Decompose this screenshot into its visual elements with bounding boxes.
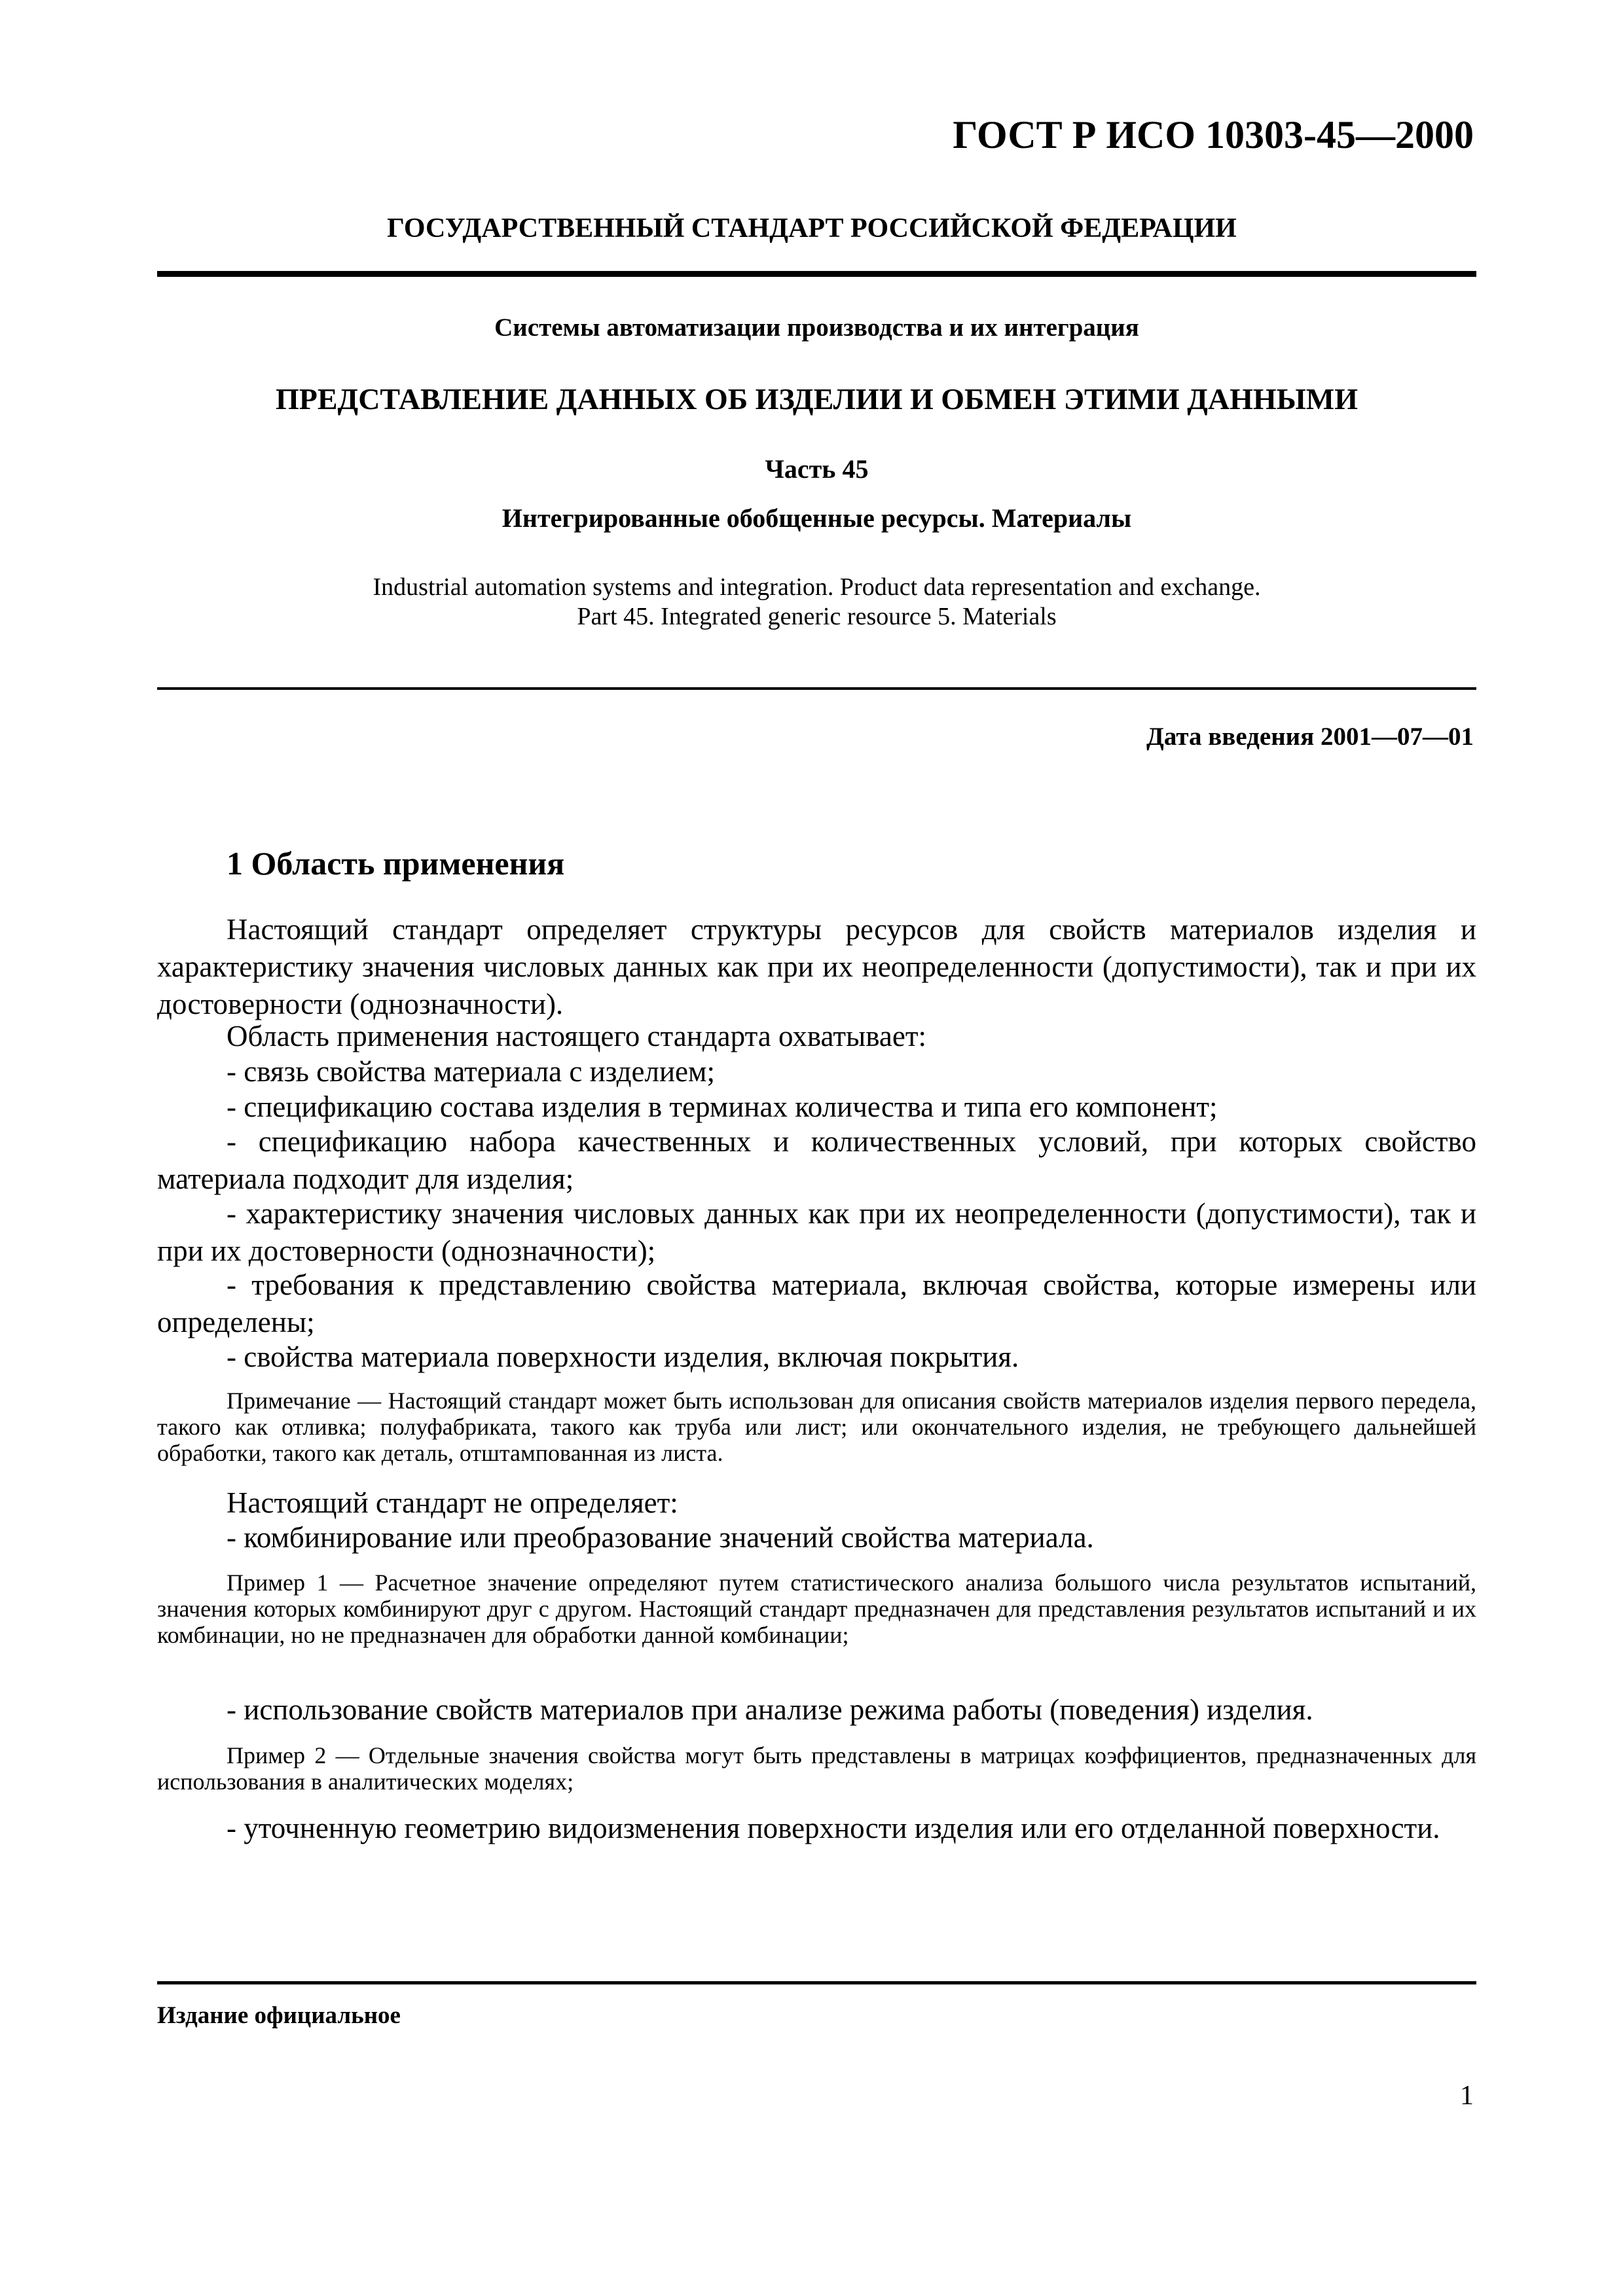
exclusion-item: - комбинирование или преобразование значений свойства материала. bbox=[227, 1521, 1094, 1554]
scope-item: - спецификацию состава изделия в терминах количества и типа его компонент; bbox=[227, 1090, 1218, 1123]
part-number: Часть 45 bbox=[765, 454, 869, 484]
state-standard-heading: ГОСУДАРСТВЕННЫЙ СТАНДАРТ РОССИЙСКОЙ ФЕДЕРАЦИИ bbox=[387, 213, 1237, 243]
exclusion-item: - уточненную геометрию видоизменения поверхности изделия или его отделанной поверхности. bbox=[227, 1812, 1440, 1844]
top-rule bbox=[157, 271, 1476, 277]
middle-rule bbox=[157, 687, 1476, 690]
page-number: 1 bbox=[1460, 2081, 1474, 2111]
example-2: Пример 2 — Отдельные значения свойства могут быть представлены в матрицах коэффициентов, предназначенных для использования в аналитических моделях; bbox=[157, 1742, 1476, 1795]
part-title: Интегрированные обобщенные ресурсы. Материалы bbox=[501, 503, 1132, 533]
scope-item: - свойства материала поверхности изделия, включая покрытия. bbox=[227, 1340, 1019, 1373]
scope-paragraph: Настоящий стандарт определяет структуры ресурсов для свойств материалов изделия и характеристику значения числовых данных как при их неопределенности (допустимости), так и при их достоверности (однозначности). bbox=[157, 913, 1476, 1020]
introduction-date: Дата введения 2001—07—01 bbox=[1146, 723, 1474, 751]
scope-item: - спецификацию набора качественных и количественных условий, при которых свойство материала подходит для изделия; bbox=[157, 1125, 1476, 1195]
example-1: Пример 1 — Расчетное значение определяют путем статистического анализа большого числа результатов испытаний, значения которых комбинируют друг с другом. Настоящий стандарт предназначен для представления результатов испытаний и их комбинации, но не предназначен для обработки данной комбинации; bbox=[157, 1570, 1476, 1648]
scope-item: - характеристику значения числовых данных как при их неопределенности (допустимости), так и при их достоверности (однозначности); bbox=[157, 1197, 1476, 1267]
english-title-line2: Part 45. Integrated generic resource 5. Materials bbox=[577, 603, 1057, 630]
gost-code: ГОСТ Р ИСО 10303-45—2000 bbox=[953, 113, 1474, 156]
exclusions-intro: Настоящий стандарт не определяет: bbox=[227, 1486, 678, 1519]
english-title-line1: Industrial automation systems and integration. Product data representation and exchange. bbox=[373, 573, 1261, 601]
subject-title: Системы автоматизации производства и их интеграция bbox=[494, 314, 1139, 342]
scope-coverage-intro: Область применения настоящего стандарта охватывает: bbox=[227, 1020, 927, 1052]
scope-item: - требования к представлению свойства материала, включая свойства, которые измерены или определены; bbox=[157, 1268, 1476, 1338]
scope-item: - связь свойства материала с изделием; bbox=[227, 1055, 715, 1088]
main-title: ПРЕДСТАВЛЕНИЕ ДАННЫХ ОБ ИЗДЕЛИИ И ОБМЕН ЭТИМИ ДАННЫМИ bbox=[276, 382, 1358, 416]
note-paragraph: Примечание — Настоящий стандарт может быть использован для описания свойств материалов изделия первого передела, такого как отливка; полуфабриката, такого как труба или лист; или окончательного изделия, не требующего дальнейшей обработки, такого как деталь, отштампованная из листа. bbox=[157, 1388, 1476, 1466]
section-heading: 1 Область применения bbox=[227, 845, 565, 882]
bottom-rule bbox=[157, 1981, 1476, 1984]
exclusion-item: - использование свойств материалов при анализе режима работы (поведения) изделия. bbox=[227, 1693, 1313, 1726]
official-edition-label: Издание официальное bbox=[157, 2002, 401, 2029]
